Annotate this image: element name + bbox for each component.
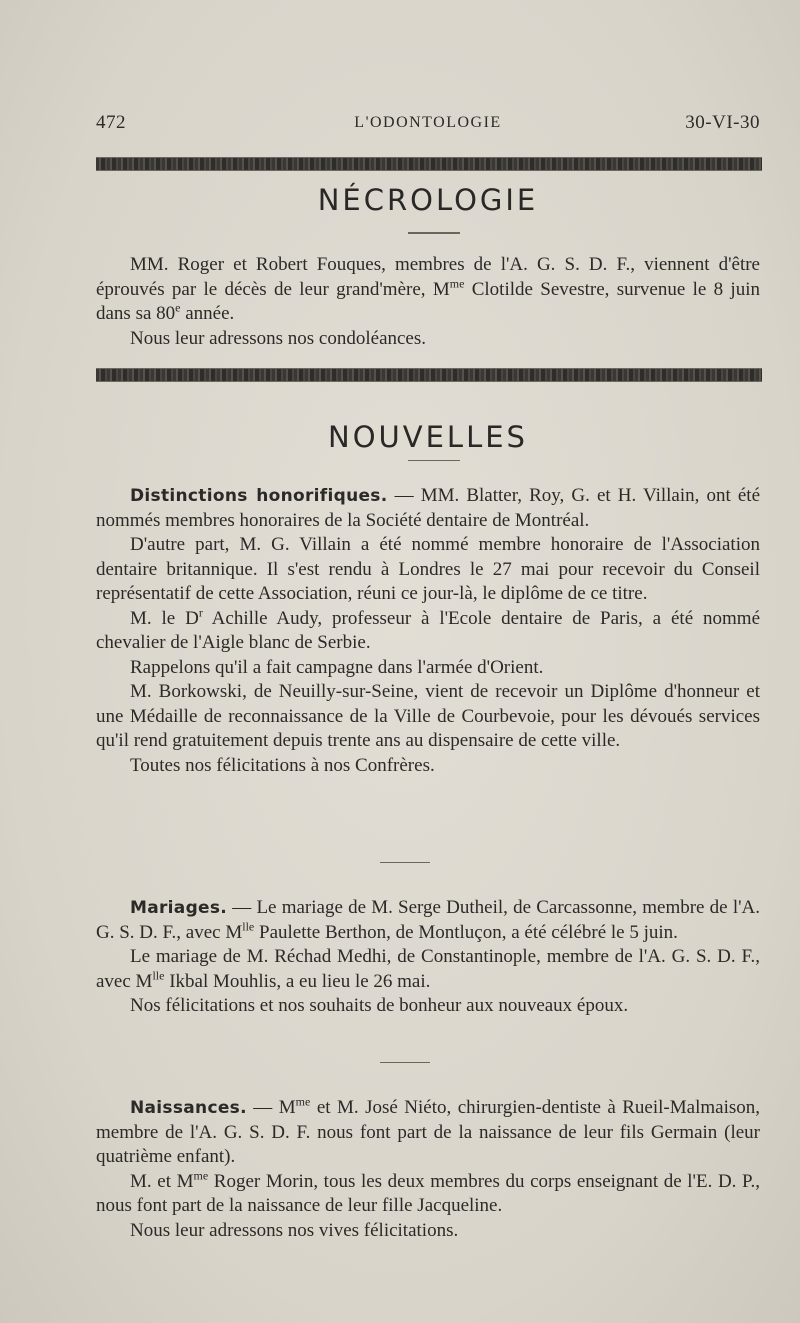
decorative-band (96, 157, 762, 171)
section-divider (380, 862, 430, 863)
running-header (96, 112, 760, 138)
distinctions-section: Distinctions honorifiques. — MM. Blatter, Roy, G. et H. Villain, ont été nommés membres honoraires de la Société dentaire de Montréal. D'autre part, M. G. Villain a été nommé membre honoraire de l'Association dentaire britannique. Il s'est rendu à Londres le 27 mai pour recevoir du Conseil représentatif de cette Association, réuni ce jour-là, le diplôme de ce titre. M. le $D^r$ Achille Audy, professeur à l'Ecole dentaire de Paris, a été nommé chevalier de l'Aigle blanc de Serbie. Rappelons qu'il a fait campagne dans l'armée d'Orient. M. Borkowski, de Neuilly-sur-Seine, vient de recevoir un Diplôme d'honneur et une Médaille de reconnaissance de la Ville de Courbevoie, pour les dévoués services qu'il rend gratuitement depuis trente ans au dispensaire de cette ville. Toutes nos félicitations à nos Confrères. (96, 485, 761, 776)
title-rule (408, 232, 460, 234)
nouvelles-title: NOUVELLES (328, 420, 528, 454)
distinctions-heading: Distinctions honorifiques. (130, 486, 388, 506)
mariages-heading: Mariages. (130, 898, 228, 918)
naissances-heading: Naissances. (130, 1098, 247, 1118)
title-rule (408, 460, 460, 461)
issue-date: 30-VI-30 (685, 112, 760, 133)
journal-title: L'ODONTOLOGIE (354, 114, 502, 131)
naissances-section: Naissances. — $M^{me}$ et M. José Niéto, chirurgien-dentiste à Rueil-Malmaison, membre de l'A. G. S. D. F. nous font part de la naissance de leur fils Germain (leur quatrième enfant). M. et $M^{me}$ Roger Morin, tous les deux membres du corps enseignant de l'E. D. P., nous font part de la naissance de leur fille Jacqueline. Nous leur adressons nos vives félicitations. (96, 1094, 761, 1241)
section-divider (380, 1062, 430, 1063)
page-number: 472 (96, 112, 126, 133)
necrologie-title: NÉCROLOGIE (317, 183, 539, 217)
necrologie-paragraph: MM. Roger et Robert Fouques, membres de l'A. G. S. D. F., viennent d'être éprouvés par le décès de leur grand'mère, $M^{me}$ Clotilde Sevestre, survenue le 8 juin dans sa 80e année. Nous leur adressons nos condoléances. (96, 254, 760, 349)
mariages-section: Mariages. — Le mariage de M. Serge Dutheil, de Carcassonne, membre de l'A. G. S. D. F., avec $M^{lle}$ Paulette Berthon, de Montluçon, a été célébré le 5 juin. Le mariage de M. Réchad Medhi, de Constantinople, membre de l'A. G. S. D. F., avec $M^{lle}$ Ikbal Mouhlis, a eu lieu le 26 mai. Nos félicitations et nos souhaits de bonheur aux nouveaux époux. (96, 897, 760, 1016)
decorative-band (96, 368, 762, 382)
